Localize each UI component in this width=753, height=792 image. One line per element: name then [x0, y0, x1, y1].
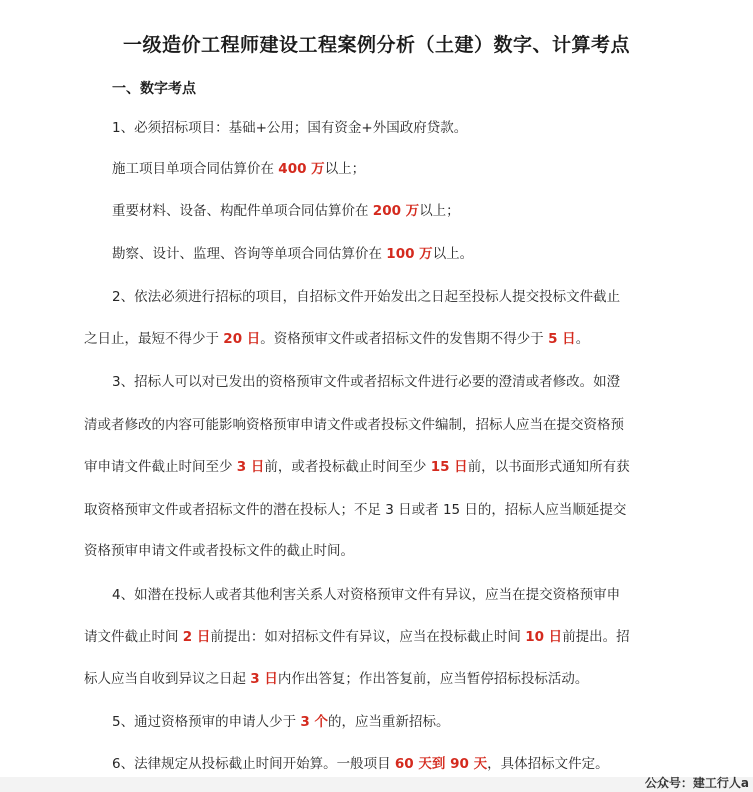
- paragraph-line: [112, 201, 460, 221]
- highlighted-value: 15 日: [430, 459, 468, 475]
- paragraph-line: [112, 712, 449, 732]
- text-segment: 清或者修改的内容可能影响资格预审申请文件或者投标文件编制，招标人应当在提交资格预: [84, 417, 624, 433]
- text-segment: 6、法律规定从投标截止时间开始算。一般项目: [112, 756, 395, 772]
- text-segment: 3、招标人可以对已发出的资格预审文件或者招标文件进行必要的澄清或者修改。如澄: [112, 374, 621, 390]
- text-segment: 之日止，最短不得少于: [84, 331, 224, 347]
- text-segment: 前提出。招: [562, 629, 630, 645]
- paragraph-line: [84, 627, 630, 647]
- highlighted-value: 60 天到 90 天: [394, 756, 488, 772]
- highlighted-value: 3 个: [300, 714, 328, 730]
- highlighted-value: 3 日: [250, 671, 278, 687]
- highlighted-value: 400 万: [278, 161, 325, 177]
- paragraph-line: [112, 287, 620, 307]
- paragraph-line: [112, 754, 609, 774]
- paragraph-line: [84, 329, 589, 349]
- text-segment: 以上；: [419, 203, 460, 219]
- text-segment: ，具体招标文件定。: [487, 756, 609, 772]
- text-segment: 。: [575, 331, 590, 347]
- text-segment: 前提出：如对招标文件有异议，应当在投标截止时间: [210, 629, 526, 645]
- document-title: 一级造价工程师建设工程案例分析（土建）数字、计算考点: [122, 34, 630, 56]
- paragraph-line: [84, 415, 624, 435]
- paragraph-line: [84, 541, 354, 561]
- text-segment: 资格预审申请文件或者投标文件的截止时间。: [84, 543, 354, 559]
- footer-bar: [0, 777, 753, 792]
- text-segment: 标人应当自收到异议之日起: [84, 671, 251, 687]
- text-segment: 5、通过资格预审的申请人少于: [112, 714, 301, 730]
- text-segment: 以上；: [324, 161, 366, 177]
- paragraph-line: [112, 159, 365, 179]
- section-heading: 一、数字考点: [112, 81, 196, 97]
- text-segment: 4、如潜在投标人或者其他利害关系人对资格预审文件有异议，应当在提交资格预审申: [112, 587, 621, 603]
- highlighted-value: 5 日: [548, 331, 576, 347]
- text-segment: 取资格预审文件或者招标文件的潜在投标人；不足 3 日或者 15 日的，招标人应当顺延提交: [84, 502, 627, 518]
- text-segment: 前，或者投标截止时间至少: [264, 459, 431, 475]
- highlighted-value: 20 日: [223, 331, 261, 347]
- text-segment: 施工项目单项合同估算价在: [112, 161, 279, 177]
- text-segment: 勘察、设计、监理、咨询等单项合同估算价在: [112, 246, 387, 262]
- paragraph-line: [84, 669, 588, 689]
- text-segment: 。资格预审文件或者招标文件的发售期不得少于: [260, 331, 549, 347]
- paragraph-line: [112, 372, 620, 392]
- text-segment: 内作出答复；作出答复前，应当暂停招标投标活动。: [277, 671, 589, 687]
- text-segment: 以上。: [432, 246, 474, 262]
- paragraph-line: [112, 244, 473, 264]
- text-segment: 审申请文件截止时间至少: [84, 459, 237, 475]
- text-segment: 的，应当重新招标。: [327, 714, 450, 730]
- text-segment: 请文件截止时间: [84, 629, 183, 645]
- text-segment: 前，以书面形式通知所有获: [467, 459, 630, 475]
- highlighted-value: 3 日: [236, 459, 265, 475]
- footer-watermark: 公众号：建工行人a: [644, 776, 749, 790]
- paragraph-line: [112, 585, 620, 605]
- highlighted-value: 200 万: [372, 203, 420, 219]
- text-segment: 重要材料、设备、构配件单项合同估算价在: [112, 203, 373, 219]
- paragraph-line: [84, 457, 630, 477]
- highlighted-value: 100 万: [386, 246, 433, 262]
- text-segment: 2、依法必须进行招标的项目，自招标文件开始发出之日起至投标人提交投标文件截止: [112, 289, 621, 305]
- paragraph-line: [84, 500, 626, 520]
- highlighted-value: 10 日: [525, 629, 563, 645]
- highlighted-value: 2 日: [182, 629, 211, 645]
- paragraph-line: [112, 118, 467, 138]
- text-segment: 1、必须招标项目：基础+公用；国有资金+外国政府贷款。: [112, 120, 468, 136]
